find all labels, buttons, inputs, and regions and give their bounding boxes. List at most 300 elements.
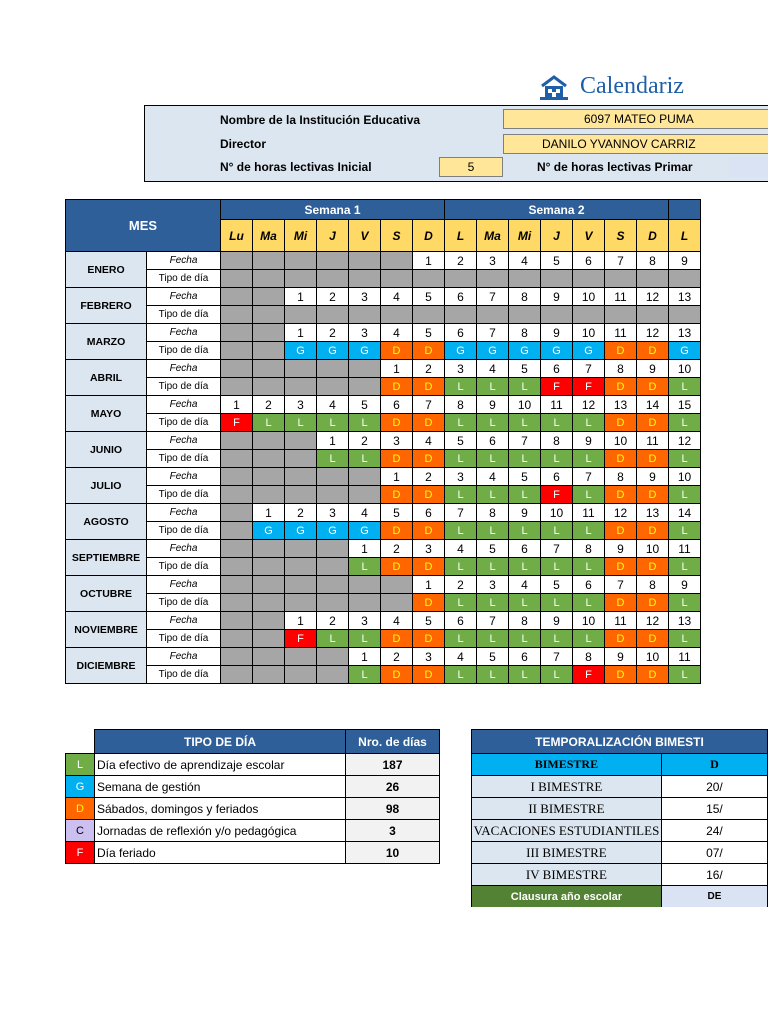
date-cell[interactable]: 2 bbox=[285, 504, 317, 522]
day-type-cell[interactable] bbox=[317, 378, 349, 396]
date-cell[interactable]: 8 bbox=[509, 324, 541, 342]
date-cell[interactable]: 1 bbox=[285, 324, 317, 342]
date-cell[interactable] bbox=[285, 252, 317, 270]
date-cell[interactable]: 3 bbox=[413, 540, 445, 558]
day-type-cell[interactable] bbox=[637, 306, 669, 324]
date-cell[interactable]: 7 bbox=[477, 324, 509, 342]
day-type-cell[interactable]: L bbox=[541, 558, 573, 576]
date-cell[interactable] bbox=[221, 576, 253, 594]
day-type-cell[interactable] bbox=[285, 378, 317, 396]
date-cell[interactable]: 2 bbox=[381, 648, 413, 666]
date-cell[interactable]: 5 bbox=[477, 648, 509, 666]
day-type-cell[interactable]: L bbox=[669, 378, 701, 396]
day-type-cell[interactable]: G bbox=[317, 522, 349, 540]
day-type-cell[interactable]: D bbox=[605, 522, 637, 540]
day-type-cell[interactable]: L bbox=[573, 630, 605, 648]
day-type-cell[interactable] bbox=[285, 594, 317, 612]
day-type-cell[interactable]: L bbox=[445, 414, 477, 432]
date-cell[interactable]: 10 bbox=[637, 648, 669, 666]
date-cell[interactable]: 12 bbox=[669, 432, 701, 450]
date-cell[interactable]: 6 bbox=[573, 576, 605, 594]
date-cell[interactable]: 11 bbox=[669, 540, 701, 558]
date-cell[interactable]: 2 bbox=[413, 360, 445, 378]
day-type-cell[interactable]: F bbox=[541, 486, 573, 504]
day-type-cell[interactable]: D bbox=[413, 666, 445, 684]
date-cell[interactable]: 8 bbox=[541, 432, 573, 450]
day-type-cell[interactable] bbox=[509, 270, 541, 288]
day-type-cell[interactable]: L bbox=[445, 630, 477, 648]
date-cell[interactable]: 3 bbox=[349, 288, 381, 306]
date-cell[interactable]: 6 bbox=[445, 612, 477, 630]
date-cell[interactable]: 4 bbox=[509, 252, 541, 270]
day-type-cell[interactable]: D bbox=[413, 558, 445, 576]
day-type-cell[interactable] bbox=[253, 486, 285, 504]
day-type-cell[interactable] bbox=[605, 306, 637, 324]
day-type-cell[interactable] bbox=[413, 306, 445, 324]
day-type-cell[interactable] bbox=[349, 594, 381, 612]
date-cell[interactable]: 6 bbox=[541, 468, 573, 486]
day-type-cell[interactable]: L bbox=[573, 486, 605, 504]
hours-initial-value[interactable]: 5 bbox=[439, 157, 503, 177]
director-value[interactable]: DANILO YVANNOV CARRIZ bbox=[503, 134, 768, 154]
day-type-cell[interactable]: L bbox=[509, 594, 541, 612]
day-type-cell[interactable]: D bbox=[413, 414, 445, 432]
date-cell[interactable]: 2 bbox=[445, 252, 477, 270]
day-type-cell[interactable] bbox=[285, 450, 317, 468]
date-cell[interactable] bbox=[285, 576, 317, 594]
date-cell[interactable]: 8 bbox=[573, 648, 605, 666]
date-cell[interactable]: 10 bbox=[669, 468, 701, 486]
institution-value[interactable]: 6097 MATEO PUMA bbox=[503, 109, 768, 129]
date-cell[interactable]: 5 bbox=[509, 360, 541, 378]
date-cell[interactable] bbox=[253, 540, 285, 558]
date-cell[interactable] bbox=[221, 612, 253, 630]
date-cell[interactable]: 2 bbox=[413, 468, 445, 486]
date-cell[interactable]: 7 bbox=[605, 252, 637, 270]
day-type-cell[interactable]: L bbox=[509, 450, 541, 468]
date-cell[interactable]: 3 bbox=[477, 252, 509, 270]
day-type-cell[interactable] bbox=[445, 270, 477, 288]
date-cell[interactable]: 9 bbox=[669, 252, 701, 270]
day-type-cell[interactable]: L bbox=[445, 558, 477, 576]
day-type-cell[interactable]: L bbox=[509, 666, 541, 684]
day-type-cell[interactable] bbox=[317, 306, 349, 324]
day-type-cell[interactable] bbox=[573, 270, 605, 288]
day-type-cell[interactable]: G bbox=[349, 342, 381, 360]
date-cell[interactable] bbox=[349, 360, 381, 378]
day-type-cell[interactable]: L bbox=[669, 414, 701, 432]
date-cell[interactable]: 2 bbox=[317, 288, 349, 306]
date-cell[interactable]: 3 bbox=[445, 468, 477, 486]
date-cell[interactable]: 2 bbox=[317, 324, 349, 342]
date-cell[interactable]: 7 bbox=[541, 648, 573, 666]
day-type-cell[interactable] bbox=[317, 666, 349, 684]
day-type-cell[interactable]: G bbox=[317, 342, 349, 360]
date-cell[interactable]: 3 bbox=[349, 324, 381, 342]
day-type-cell[interactable]: L bbox=[573, 414, 605, 432]
day-type-cell[interactable]: L bbox=[509, 414, 541, 432]
day-type-cell[interactable]: D bbox=[413, 630, 445, 648]
day-type-cell[interactable] bbox=[381, 306, 413, 324]
day-type-cell[interactable]: L bbox=[477, 630, 509, 648]
date-cell[interactable]: 5 bbox=[541, 252, 573, 270]
day-type-cell[interactable] bbox=[221, 342, 253, 360]
date-cell[interactable]: 6 bbox=[573, 252, 605, 270]
day-type-cell[interactable]: D bbox=[605, 486, 637, 504]
day-type-cell[interactable] bbox=[637, 270, 669, 288]
day-type-cell[interactable]: D bbox=[413, 522, 445, 540]
date-cell[interactable]: 10 bbox=[573, 288, 605, 306]
day-type-cell[interactable]: L bbox=[477, 522, 509, 540]
day-type-cell[interactable]: D bbox=[605, 450, 637, 468]
day-type-cell[interactable] bbox=[317, 594, 349, 612]
day-type-cell[interactable]: L bbox=[541, 414, 573, 432]
day-type-cell[interactable]: G bbox=[445, 342, 477, 360]
date-cell[interactable]: 13 bbox=[637, 504, 669, 522]
day-type-cell[interactable]: L bbox=[573, 450, 605, 468]
day-type-cell[interactable] bbox=[285, 270, 317, 288]
day-type-cell[interactable]: L bbox=[317, 450, 349, 468]
day-type-cell[interactable] bbox=[285, 306, 317, 324]
date-cell[interactable]: 1 bbox=[381, 360, 413, 378]
day-type-cell[interactable] bbox=[221, 522, 253, 540]
date-cell[interactable]: 4 bbox=[477, 468, 509, 486]
date-cell[interactable]: 14 bbox=[669, 504, 701, 522]
date-cell[interactable]: 1 bbox=[285, 612, 317, 630]
date-cell[interactable]: 8 bbox=[477, 504, 509, 522]
day-type-cell[interactable]: L bbox=[541, 666, 573, 684]
closing-value[interactable]: DE bbox=[661, 886, 767, 908]
date-cell[interactable] bbox=[221, 324, 253, 342]
date-cell[interactable]: 10 bbox=[637, 540, 669, 558]
date-cell[interactable]: 4 bbox=[445, 648, 477, 666]
day-type-cell[interactable]: G bbox=[253, 522, 285, 540]
date-cell[interactable]: 12 bbox=[573, 396, 605, 414]
date-cell[interactable]: 9 bbox=[637, 468, 669, 486]
date-cell[interactable]: 6 bbox=[445, 324, 477, 342]
day-type-cell[interactable]: G bbox=[349, 522, 381, 540]
day-type-cell[interactable] bbox=[253, 594, 285, 612]
date-cell[interactable] bbox=[221, 648, 253, 666]
date-cell[interactable]: 1 bbox=[253, 504, 285, 522]
date-cell[interactable]: 11 bbox=[669, 648, 701, 666]
date-cell[interactable]: 9 bbox=[605, 540, 637, 558]
date-cell[interactable]: 13 bbox=[669, 288, 701, 306]
date-cell[interactable]: 4 bbox=[477, 360, 509, 378]
day-type-cell[interactable]: D bbox=[413, 378, 445, 396]
day-type-cell[interactable]: L bbox=[317, 630, 349, 648]
date-cell[interactable]: 7 bbox=[509, 432, 541, 450]
day-type-cell[interactable]: D bbox=[381, 558, 413, 576]
date-cell[interactable]: 4 bbox=[381, 612, 413, 630]
day-type-cell[interactable]: L bbox=[541, 630, 573, 648]
day-type-cell[interactable] bbox=[349, 306, 381, 324]
day-type-cell[interactable]: L bbox=[669, 450, 701, 468]
day-type-cell[interactable]: L bbox=[669, 630, 701, 648]
date-cell[interactable]: 2 bbox=[445, 576, 477, 594]
day-type-cell[interactable]: G bbox=[285, 522, 317, 540]
date-cell[interactable]: 1 bbox=[221, 396, 253, 414]
date-cell[interactable]: 9 bbox=[637, 360, 669, 378]
date-cell[interactable]: 8 bbox=[605, 360, 637, 378]
date-cell[interactable]: 4 bbox=[509, 576, 541, 594]
day-type-cell[interactable]: D bbox=[605, 558, 637, 576]
date-cell[interactable] bbox=[349, 576, 381, 594]
day-type-cell[interactable]: F bbox=[285, 630, 317, 648]
day-type-cell[interactable]: L bbox=[669, 522, 701, 540]
date-cell[interactable]: 10 bbox=[669, 360, 701, 378]
day-type-cell[interactable]: D bbox=[381, 414, 413, 432]
date-cell[interactable]: 10 bbox=[573, 324, 605, 342]
day-type-cell[interactable] bbox=[573, 306, 605, 324]
day-type-cell[interactable]: D bbox=[605, 666, 637, 684]
day-type-cell[interactable] bbox=[253, 450, 285, 468]
date-cell[interactable]: 5 bbox=[445, 432, 477, 450]
date-cell[interactable]: 6 bbox=[381, 396, 413, 414]
date-cell[interactable]: 11 bbox=[605, 324, 637, 342]
day-type-cell[interactable] bbox=[221, 450, 253, 468]
day-type-cell[interactable]: G bbox=[509, 342, 541, 360]
day-type-cell[interactable]: L bbox=[349, 450, 381, 468]
date-cell[interactable] bbox=[221, 540, 253, 558]
date-cell[interactable]: 6 bbox=[445, 288, 477, 306]
date-cell[interactable]: 1 bbox=[317, 432, 349, 450]
date-cell[interactable]: 3 bbox=[381, 432, 413, 450]
day-type-cell[interactable]: L bbox=[541, 450, 573, 468]
date-cell[interactable]: 4 bbox=[349, 504, 381, 522]
date-cell[interactable]: 10 bbox=[509, 396, 541, 414]
day-type-cell[interactable]: L bbox=[573, 594, 605, 612]
date-cell[interactable] bbox=[317, 576, 349, 594]
date-cell[interactable]: 4 bbox=[381, 324, 413, 342]
day-type-cell[interactable] bbox=[317, 270, 349, 288]
day-type-cell[interactable]: L bbox=[445, 450, 477, 468]
day-type-cell[interactable]: L bbox=[669, 486, 701, 504]
day-type-cell[interactable] bbox=[509, 306, 541, 324]
day-type-cell[interactable] bbox=[221, 378, 253, 396]
date-cell[interactable]: 9 bbox=[573, 432, 605, 450]
date-cell[interactable]: 11 bbox=[541, 396, 573, 414]
day-type-cell[interactable]: L bbox=[541, 522, 573, 540]
date-cell[interactable] bbox=[221, 432, 253, 450]
date-cell[interactable]: 15 bbox=[669, 396, 701, 414]
day-type-cell[interactable]: L bbox=[509, 486, 541, 504]
day-type-cell[interactable]: L bbox=[573, 558, 605, 576]
day-type-cell[interactable] bbox=[253, 270, 285, 288]
date-cell[interactable]: 5 bbox=[413, 288, 445, 306]
day-type-cell[interactable] bbox=[221, 666, 253, 684]
date-cell[interactable] bbox=[349, 252, 381, 270]
day-type-cell[interactable] bbox=[349, 486, 381, 504]
date-cell[interactable]: 6 bbox=[413, 504, 445, 522]
date-cell[interactable]: 11 bbox=[637, 432, 669, 450]
day-type-cell[interactable]: L bbox=[477, 486, 509, 504]
day-type-cell[interactable] bbox=[253, 378, 285, 396]
date-cell[interactable]: 3 bbox=[285, 396, 317, 414]
day-type-cell[interactable]: L bbox=[445, 378, 477, 396]
day-type-cell[interactable]: G bbox=[541, 342, 573, 360]
day-type-cell[interactable]: D bbox=[637, 594, 669, 612]
bimester-date[interactable]: 07/ bbox=[661, 842, 767, 864]
date-cell[interactable]: 2 bbox=[381, 540, 413, 558]
day-type-cell[interactable]: D bbox=[381, 378, 413, 396]
day-type-cell[interactable]: L bbox=[477, 414, 509, 432]
date-cell[interactable] bbox=[285, 540, 317, 558]
day-type-cell[interactable]: D bbox=[605, 378, 637, 396]
day-type-cell[interactable]: L bbox=[477, 666, 509, 684]
day-type-cell[interactable] bbox=[253, 666, 285, 684]
day-type-cell[interactable]: L bbox=[317, 414, 349, 432]
day-type-cell[interactable]: D bbox=[381, 630, 413, 648]
day-type-cell[interactable]: D bbox=[637, 342, 669, 360]
date-cell[interactable] bbox=[317, 360, 349, 378]
day-type-cell[interactable]: L bbox=[477, 594, 509, 612]
day-type-cell[interactable]: D bbox=[637, 522, 669, 540]
day-type-cell[interactable]: L bbox=[509, 522, 541, 540]
day-type-cell[interactable]: L bbox=[509, 558, 541, 576]
date-cell[interactable]: 5 bbox=[349, 396, 381, 414]
date-cell[interactable]: 10 bbox=[605, 432, 637, 450]
date-cell[interactable] bbox=[221, 504, 253, 522]
day-type-cell[interactable] bbox=[253, 342, 285, 360]
day-type-cell[interactable]: D bbox=[637, 630, 669, 648]
day-type-cell[interactable]: L bbox=[509, 630, 541, 648]
day-type-cell[interactable]: L bbox=[349, 630, 381, 648]
day-type-cell[interactable] bbox=[221, 306, 253, 324]
date-cell[interactable] bbox=[253, 324, 285, 342]
date-cell[interactable]: 7 bbox=[573, 360, 605, 378]
bimester-date[interactable]: 16/ bbox=[661, 864, 767, 886]
date-cell[interactable]: 4 bbox=[381, 288, 413, 306]
date-cell[interactable]: 3 bbox=[445, 360, 477, 378]
date-cell[interactable]: 4 bbox=[317, 396, 349, 414]
day-type-cell[interactable] bbox=[477, 306, 509, 324]
date-cell[interactable]: 9 bbox=[541, 288, 573, 306]
day-type-cell[interactable]: L bbox=[669, 558, 701, 576]
day-type-cell[interactable] bbox=[669, 306, 701, 324]
date-cell[interactable]: 1 bbox=[349, 540, 381, 558]
day-type-cell[interactable] bbox=[285, 558, 317, 576]
day-type-cell[interactable]: L bbox=[349, 558, 381, 576]
day-type-cell[interactable]: D bbox=[381, 486, 413, 504]
day-type-cell[interactable]: G bbox=[477, 342, 509, 360]
date-cell[interactable] bbox=[253, 468, 285, 486]
date-cell[interactable]: 1 bbox=[285, 288, 317, 306]
day-type-cell[interactable] bbox=[381, 594, 413, 612]
date-cell[interactable] bbox=[317, 648, 349, 666]
date-cell[interactable]: 12 bbox=[637, 288, 669, 306]
day-type-cell[interactable]: F bbox=[573, 378, 605, 396]
day-type-cell[interactable]: D bbox=[413, 486, 445, 504]
day-type-cell[interactable] bbox=[285, 666, 317, 684]
date-cell[interactable] bbox=[349, 468, 381, 486]
day-type-cell[interactable]: D bbox=[605, 414, 637, 432]
day-type-cell[interactable] bbox=[221, 486, 253, 504]
day-type-cell[interactable]: L bbox=[445, 666, 477, 684]
date-cell[interactable]: 6 bbox=[509, 648, 541, 666]
day-type-cell[interactable]: L bbox=[349, 666, 381, 684]
day-type-cell[interactable]: L bbox=[509, 378, 541, 396]
date-cell[interactable] bbox=[253, 612, 285, 630]
date-cell[interactable]: 11 bbox=[605, 288, 637, 306]
date-cell[interactable]: 10 bbox=[541, 504, 573, 522]
day-type-cell[interactable]: L bbox=[445, 486, 477, 504]
date-cell[interactable]: 12 bbox=[637, 612, 669, 630]
date-cell[interactable] bbox=[253, 648, 285, 666]
date-cell[interactable]: 8 bbox=[637, 252, 669, 270]
date-cell[interactable] bbox=[285, 432, 317, 450]
day-type-cell[interactable] bbox=[541, 306, 573, 324]
date-cell[interactable]: 1 bbox=[413, 576, 445, 594]
day-type-cell[interactable]: D bbox=[637, 666, 669, 684]
day-type-cell[interactable] bbox=[317, 558, 349, 576]
day-type-cell[interactable] bbox=[285, 486, 317, 504]
date-cell[interactable]: 1 bbox=[349, 648, 381, 666]
date-cell[interactable]: 3 bbox=[477, 576, 509, 594]
day-type-cell[interactable]: D bbox=[381, 522, 413, 540]
date-cell[interactable] bbox=[253, 252, 285, 270]
date-cell[interactable]: 7 bbox=[413, 396, 445, 414]
day-type-cell[interactable] bbox=[445, 306, 477, 324]
day-type-cell[interactable]: D bbox=[605, 594, 637, 612]
date-cell[interactable]: 4 bbox=[445, 540, 477, 558]
date-cell[interactable]: 1 bbox=[381, 468, 413, 486]
day-type-cell[interactable]: L bbox=[477, 450, 509, 468]
day-type-cell[interactable]: D bbox=[637, 414, 669, 432]
date-cell[interactable]: 3 bbox=[413, 648, 445, 666]
date-cell[interactable] bbox=[317, 540, 349, 558]
date-cell[interactable] bbox=[381, 252, 413, 270]
day-type-cell[interactable] bbox=[413, 270, 445, 288]
day-type-cell[interactable]: D bbox=[637, 486, 669, 504]
date-cell[interactable]: 9 bbox=[477, 396, 509, 414]
date-cell[interactable]: 4 bbox=[413, 432, 445, 450]
date-cell[interactable] bbox=[221, 468, 253, 486]
date-cell[interactable]: 8 bbox=[445, 396, 477, 414]
date-cell[interactable]: 5 bbox=[477, 540, 509, 558]
day-type-cell[interactable] bbox=[317, 486, 349, 504]
date-cell[interactable]: 9 bbox=[669, 576, 701, 594]
date-cell[interactable]: 9 bbox=[509, 504, 541, 522]
date-cell[interactable] bbox=[285, 468, 317, 486]
day-type-cell[interactable]: D bbox=[413, 450, 445, 468]
date-cell[interactable]: 9 bbox=[605, 648, 637, 666]
day-type-cell[interactable] bbox=[349, 270, 381, 288]
date-cell[interactable]: 2 bbox=[349, 432, 381, 450]
hours-primary-value[interactable] bbox=[729, 157, 768, 177]
date-cell[interactable]: 6 bbox=[541, 360, 573, 378]
day-type-cell[interactable]: L bbox=[669, 666, 701, 684]
day-type-cell[interactable]: D bbox=[413, 342, 445, 360]
date-cell[interactable]: 7 bbox=[477, 612, 509, 630]
date-cell[interactable]: 9 bbox=[541, 612, 573, 630]
day-type-cell[interactable]: D bbox=[381, 342, 413, 360]
date-cell[interactable] bbox=[317, 252, 349, 270]
date-cell[interactable] bbox=[253, 288, 285, 306]
day-type-cell[interactable]: D bbox=[381, 450, 413, 468]
day-type-cell[interactable] bbox=[669, 270, 701, 288]
date-cell[interactable]: 8 bbox=[637, 576, 669, 594]
day-type-cell[interactable]: L bbox=[253, 414, 285, 432]
day-type-cell[interactable]: D bbox=[381, 666, 413, 684]
date-cell[interactable]: 7 bbox=[573, 468, 605, 486]
date-cell[interactable]: 6 bbox=[509, 540, 541, 558]
day-type-cell[interactable]: D bbox=[605, 342, 637, 360]
day-type-cell[interactable] bbox=[477, 270, 509, 288]
day-type-cell[interactable]: F bbox=[573, 666, 605, 684]
date-cell[interactable] bbox=[221, 288, 253, 306]
date-cell[interactable]: 11 bbox=[605, 612, 637, 630]
